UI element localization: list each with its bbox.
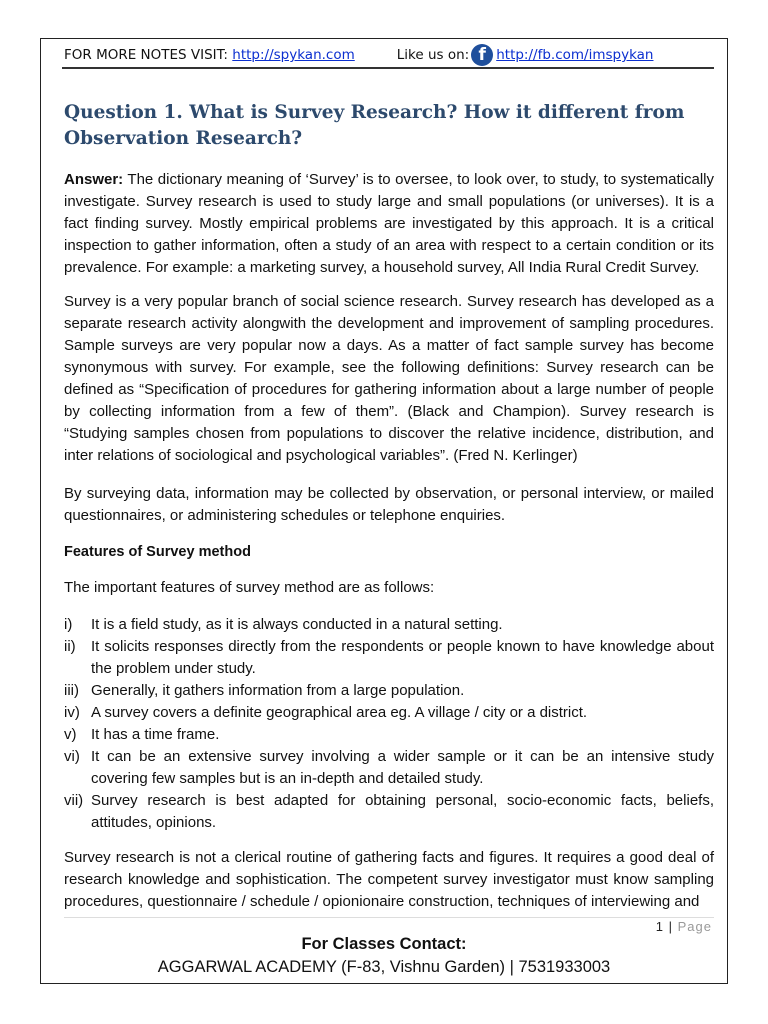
- footer-contact-details: AGGARWAL ACADEMY (F-83, Vishnu Garden) | 7531933003: [157, 958, 611, 976]
- item-text: It can be an extensive survey involving a wider sample or it can be an intensive study covering few samples but is an in-depth and detailed study.: [91, 748, 714, 787]
- features-list: [64, 614, 714, 834]
- item-number: iv): [64, 704, 80, 721]
- item-text: It is a field study, as it is always conducted in a natural setting.: [91, 616, 503, 633]
- notes-label: FOR MORE NOTES VISIT:: [64, 47, 228, 63]
- spykan-link[interactable]: http://spykan.com: [232, 47, 355, 63]
- item-number: vii): [64, 792, 84, 809]
- facebook-link[interactable]: http://fb.com/imspykan: [496, 47, 654, 63]
- item-text: Survey research is best adapted for obtaining personal, socio-economic facts, beliefs, attitudes, opinions.: [91, 792, 714, 831]
- closing-paragraph: Survey research is not a clerical routine of gathering facts and figures. It requires a good deal of research knowledge and sophistication. The competent survey investigator must know sampling procedures, questionnaire / schedule / opionionaire construction, techniques of interviewing and: [64, 849, 714, 910]
- item-number: v): [64, 726, 77, 743]
- page-separator: |: [664, 919, 678, 934]
- facebook-icon: f: [471, 44, 493, 66]
- answer-text: The dictionary meaning of ‘Survey’ is to oversee, to look over, to study, to systematically investigate. Survey research is used to study large and small populations (or universes). It is a fact finding survey. Mostly empirical problems are investigated by this approach. It is a critical inspection to gather information, often a study of an area with respect to a certain condition or its prevalence. For example: a marketing survey, a household survey, All India Rural Credit Survey.: [64, 171, 714, 276]
- list-item: [64, 636, 714, 680]
- page-label: Page: [677, 919, 712, 934]
- list-item: [64, 746, 714, 790]
- item-text: A survey covers a definite geographical area eg. A village / city or a district.: [91, 704, 588, 721]
- question-title: Question 1. What is Survey Research? How it different from Observation Research?: [64, 102, 685, 149]
- list-item: [64, 614, 714, 636]
- header-divider: [62, 67, 714, 69]
- item-text: Generally, it gathers information from a large population.: [91, 682, 465, 699]
- footer-divider: [64, 917, 714, 918]
- list-item: [64, 680, 714, 702]
- item-number: i): [64, 616, 73, 633]
- paragraph-2: Survey is a very popular branch of social science research. Survey research has developed as a separate research activity alongwith the development and improvement of sampling procedures. Sample surveys are very popular now a days. As a matter of fact sample survey has become synonymous with survey. For example, see the following definitions: Survey research can be defined as “Specification of procedures for gathering information about a large number of people by collecting information from a few of them”. (Black and Champion). Survey research is “Studying samples chosen from populations to discover the relative incidence, distribution, and inter relations of sociological and psychological variables”. (Fred N. Kerlinger): [64, 293, 714, 464]
- list-item: [64, 724, 714, 746]
- page-number-value: 1: [655, 919, 665, 934]
- answer-label: Answer:: [64, 171, 124, 188]
- page-number: [656, 919, 712, 934]
- item-text: It solicits responses directly from the respondents or people known to have knowledge about the problem under study.: [91, 638, 714, 677]
- answer-paragraph: [64, 169, 714, 279]
- features-intro: The important features of survey method are as follows:: [64, 579, 435, 596]
- page-header: [64, 44, 714, 66]
- like-label: Like us on:: [396, 47, 470, 63]
- item-text: It has a time frame.: [91, 726, 220, 743]
- item-number: iii): [64, 682, 79, 699]
- list-item: [64, 790, 714, 834]
- list-item: [64, 702, 714, 724]
- item-number: vi): [64, 748, 80, 765]
- paragraph-3: By surveying data, information may be collected by observation, or personal interview, or mailed questionnaires, or administering schedules or telephone enquiries.: [64, 485, 714, 524]
- footer-contact-heading: For Classes Contact:: [301, 935, 467, 953]
- item-number: ii): [64, 638, 76, 655]
- features-heading: Features of Survey method: [64, 544, 251, 560]
